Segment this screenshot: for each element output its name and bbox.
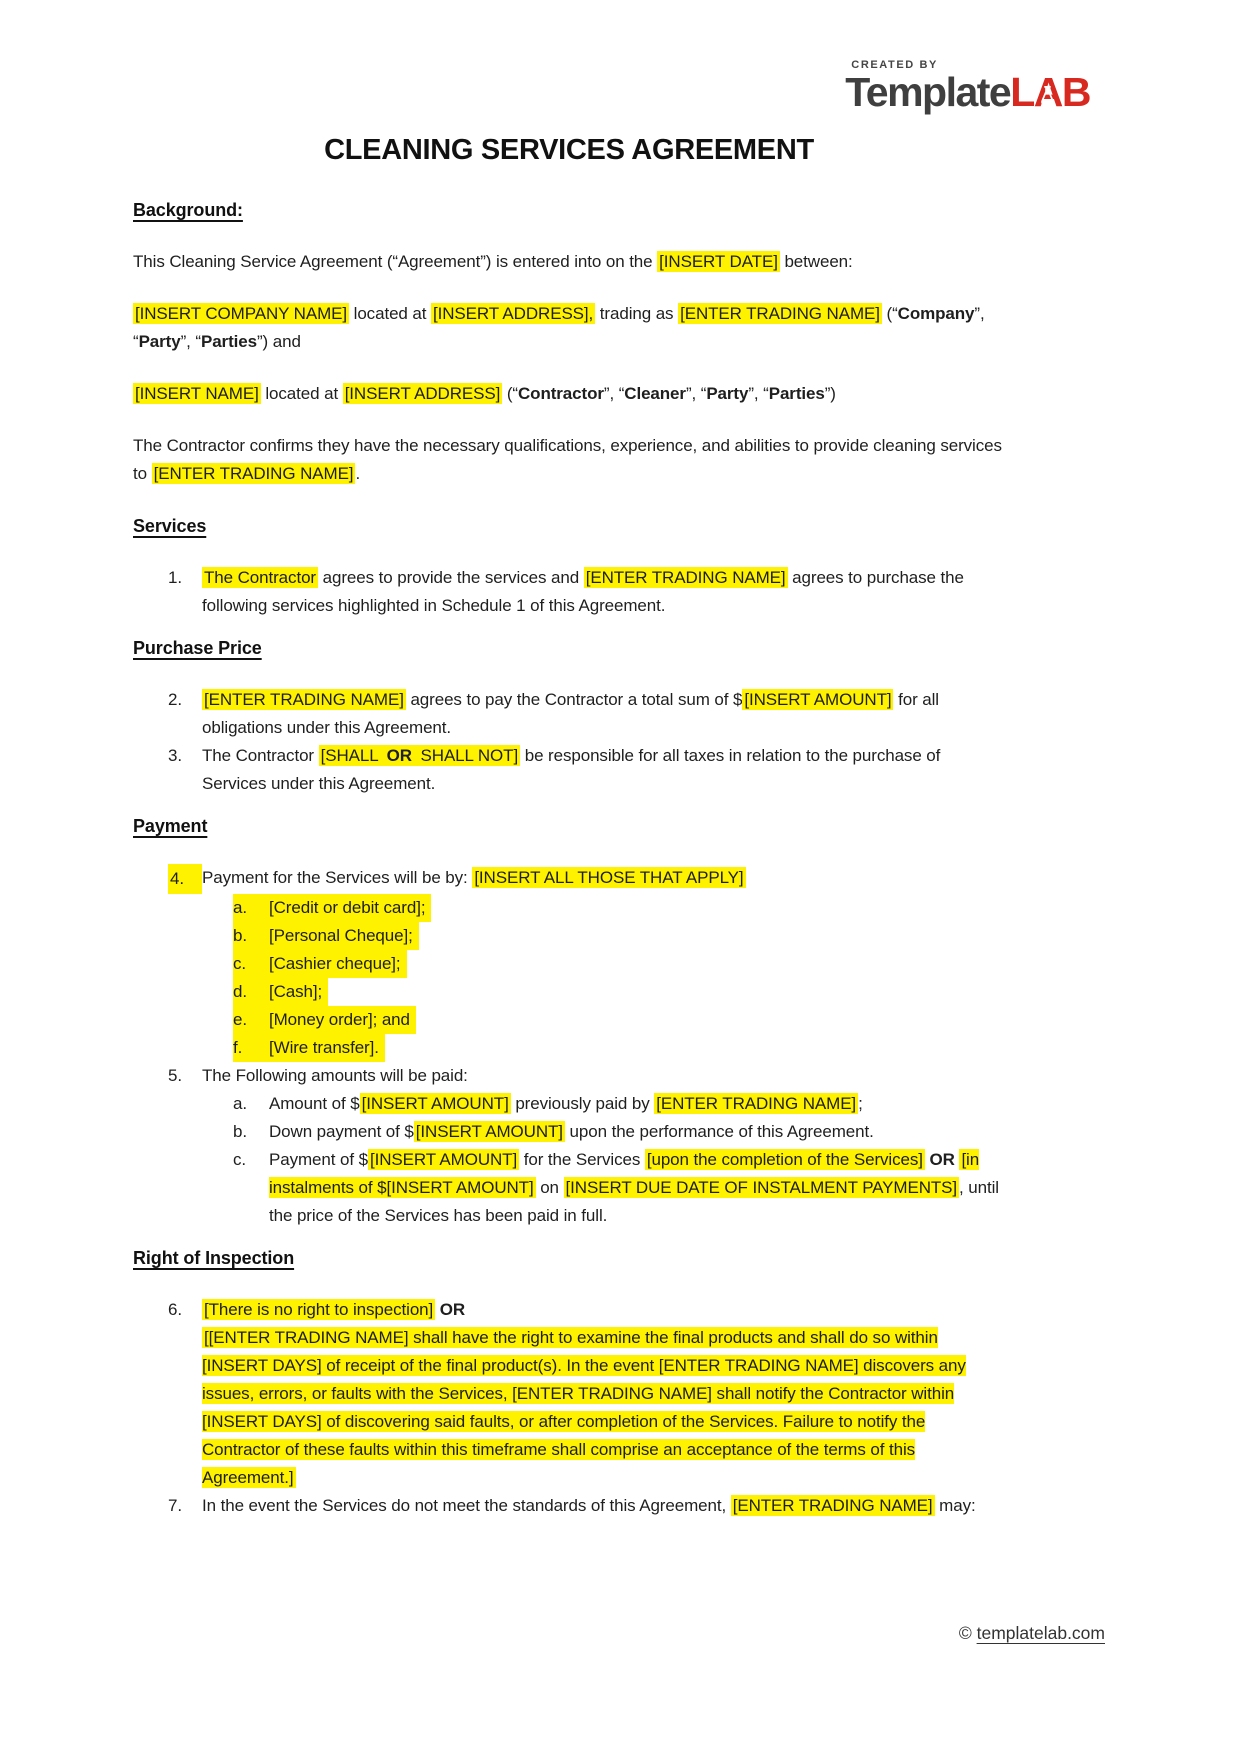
lettered-subitem xyxy=(233,978,1005,1006)
text-run: ”) xyxy=(824,384,836,403)
list-item-text xyxy=(202,1062,1005,1090)
placeholder-highlight: OR xyxy=(386,746,412,765)
lettered-subitem xyxy=(233,922,1005,950)
text-run: for all obligations under this Agreement. xyxy=(202,690,939,737)
list-marker: b. xyxy=(233,922,269,950)
numbered-item xyxy=(168,1296,1005,1492)
lettered-subitem xyxy=(233,950,1005,978)
text-run: [Cashier cheque]; xyxy=(269,954,401,973)
logo-wordmark xyxy=(845,69,1090,115)
placeholder-highlight: [[ENTER TRADING NAME] shall have the right to examine the final products and shall do so within [INSERT DAYS] of receipt of the final product(s). In the event [ENTER TRADING NAME] discovers any issues, errors, or faults with the Services, [ENTER TRADING NAME] shall notify the Contractor within [INSERT DAYS] of discovering said faults, or after completion of the Services. Failure to notify the Contractor of these faults within this timeframe shall comprise an acceptance of the terms of this Agreement.] xyxy=(202,1328,966,1487)
placeholder-highlight: The Contractor xyxy=(204,568,316,587)
text-run: Payment of $ xyxy=(269,1150,368,1169)
placeholder-highlight: [There is no right to inspection] xyxy=(204,1300,434,1319)
list-item-text xyxy=(202,564,1005,620)
text-run: Contractor xyxy=(517,384,604,403)
list-item-text xyxy=(269,978,328,1006)
text-run: ”) and xyxy=(256,332,301,351)
paragraph xyxy=(133,432,1005,488)
list-item-text xyxy=(202,1492,1005,1520)
text-run: Amount of $ xyxy=(269,1094,360,1113)
placeholder-highlight: [ENTER TRADING NAME] xyxy=(680,304,880,323)
text-run: ”, “ xyxy=(685,384,707,403)
list-item-text xyxy=(202,864,1005,894)
text-run: Payment for the Services will be by: xyxy=(202,868,473,887)
lettered-subitem xyxy=(233,1090,1005,1118)
logo-lab-l: L xyxy=(1010,69,1034,115)
text-run: agrees to purchase the following services highlighted in Schedule 1 of this Agreement. xyxy=(202,568,964,615)
text-run: located at xyxy=(349,304,431,323)
text-run: ; xyxy=(858,1094,863,1113)
logo-lab-text xyxy=(1010,69,1090,115)
text-run: [Money order]; and xyxy=(269,1010,410,1029)
placeholder-highlight: [INSERT NAME] xyxy=(135,384,259,403)
text-run: ”, “ xyxy=(748,384,769,403)
text-run: ”, “ xyxy=(180,332,201,351)
text-run: trading as xyxy=(595,304,679,323)
lettered-subitem xyxy=(233,1146,1005,1230)
section-heading: Purchase Price xyxy=(133,638,262,658)
list-item-text xyxy=(202,742,1005,798)
text-run: The Contractor xyxy=(202,746,319,765)
text-run: The Contractor confirms they have the necessary qualifications, experience, and abilities to provide cleaning services to xyxy=(133,436,1002,483)
text-run: agrees to pay the Contractor a total sum of $ xyxy=(405,690,743,709)
text-run: OR xyxy=(439,1300,466,1319)
section-heading: Background: xyxy=(133,200,243,220)
list-marker: c. xyxy=(233,950,269,978)
text-run: Party xyxy=(138,332,181,351)
list-marker: e. xyxy=(233,1006,269,1034)
logo-lab-b: B xyxy=(1061,69,1090,115)
footer xyxy=(959,1623,1105,1644)
section-heading: Payment xyxy=(133,816,208,836)
placeholder-highlight: [ENTER TRADING NAME] xyxy=(585,568,786,587)
list-marker: 5. xyxy=(168,1066,182,1085)
list-marker: 4. xyxy=(168,864,202,894)
list-item-text xyxy=(269,1118,1005,1146)
list-item-text xyxy=(269,1090,1005,1118)
placeholder-highlight: [SHALL xyxy=(320,746,383,765)
text-run: agrees to provide the services and xyxy=(317,568,584,587)
numbered-item xyxy=(168,742,1005,798)
list-item-text xyxy=(269,1146,1005,1230)
section-heading: Services xyxy=(133,516,207,536)
logo-lab-a-glyph: A xyxy=(1033,69,1062,115)
numbered-item xyxy=(168,864,1005,894)
placeholder-highlight: [INSERT ADDRESS] xyxy=(344,384,501,403)
text-run: , until the price of the Services has been paid in full. xyxy=(269,1178,999,1225)
placeholder-highlight: [INSERT AMOUNT] xyxy=(415,1122,563,1141)
logo-lab-a xyxy=(1033,69,1062,115)
text-run: Company xyxy=(897,304,975,323)
placeholder-highlight: [in instalments of $[INSERT AMOUNT] xyxy=(269,1150,980,1197)
list-marker: b. xyxy=(233,1122,247,1141)
paragraph xyxy=(133,300,1005,356)
page-title: CLEANING SERVICES AGREEMENT xyxy=(324,134,814,166)
text-run: (“ xyxy=(502,384,518,403)
placeholder-highlight: [INSERT DATE] xyxy=(659,252,778,271)
list-marker: a. xyxy=(233,1094,247,1113)
list-item-text xyxy=(269,894,431,922)
placeholder-highlight: [INSERT AMOUNT] xyxy=(361,1094,509,1113)
text-run: [Credit or debit card]; xyxy=(269,898,426,917)
text-run: . xyxy=(355,464,361,483)
text-run: (“ xyxy=(881,304,898,323)
text-run: ”, “ xyxy=(133,304,985,351)
numbered-item xyxy=(168,1492,1005,1520)
list-item-text xyxy=(269,1034,385,1062)
list-item-text xyxy=(269,922,419,950)
list-marker: 2. xyxy=(168,690,182,709)
list-marker: 6. xyxy=(168,1300,182,1319)
created-by-label: CREATED BY xyxy=(851,59,938,71)
lettered-subitem xyxy=(233,894,1005,922)
document-body xyxy=(133,196,1005,1520)
list-marker: 1. xyxy=(168,568,182,587)
logo-template-text: Template xyxy=(845,69,1011,115)
lettered-subitem xyxy=(233,1118,1005,1146)
placeholder-highlight: [INSERT ADDRESS], xyxy=(433,304,594,323)
text-run: may: xyxy=(934,1496,976,1515)
text-run: on xyxy=(535,1178,564,1197)
placeholder-highlight: [ENTER TRADING NAME] xyxy=(153,464,354,483)
lettered-subitem xyxy=(233,1034,1005,1062)
list-marker: f. xyxy=(233,1034,269,1062)
text-run: In the event the Services do not meet the standards of this Agreement, xyxy=(202,1496,731,1515)
text-run: This Cleaning Service Agreement (“Agreement”) is entered into on the xyxy=(133,252,658,271)
text-run: Parties xyxy=(768,384,825,403)
placeholder-highlight: [ENTER TRADING NAME] xyxy=(732,1496,933,1515)
placeholder-highlight: [INSERT AMOUNT] xyxy=(744,690,892,709)
numbered-item xyxy=(168,686,1005,742)
text-run: Parties xyxy=(200,332,257,351)
placeholder-highlight: [INSERT AMOUNT] xyxy=(369,1150,518,1169)
placeholder-highlight: [INSERT DUE DATE OF INSTALMENT PAYMENTS] xyxy=(565,1178,958,1197)
text-run: Party xyxy=(706,384,749,403)
section-heading: Right of Inspection xyxy=(133,1248,295,1268)
placeholder-highlight: [ENTER TRADING NAME] xyxy=(656,1094,857,1113)
list-item-text xyxy=(269,950,407,978)
text-run: The Following amounts will be paid: xyxy=(202,1066,468,1085)
list-marker: 7. xyxy=(168,1496,182,1515)
placeholder-highlight: [INSERT COMPANY NAME] xyxy=(135,304,348,323)
text-run: [Wire transfer]. xyxy=(269,1038,379,1057)
text-run: Cleaner xyxy=(624,384,686,403)
templatelab-logo xyxy=(845,60,1090,113)
placeholder-highlight: [INSERT ALL THOSE THAT APPLY] xyxy=(474,868,744,887)
placeholder-highlight: [ENTER TRADING NAME] xyxy=(204,690,404,709)
text-run: for the Services xyxy=(519,1150,645,1169)
text-run: between: xyxy=(779,252,853,271)
placeholder-highlight: [upon the completion of the Services] xyxy=(646,1150,923,1169)
numbered-item xyxy=(168,1062,1005,1090)
text-run: upon the performance of this Agreement. xyxy=(564,1122,874,1141)
list-marker: 3. xyxy=(168,746,182,765)
lettered-subitem xyxy=(233,1006,1005,1034)
flask-icon xyxy=(1040,85,1055,106)
text-run: OR xyxy=(929,1150,955,1169)
list-item-text xyxy=(202,686,1005,742)
text-run: located at xyxy=(260,384,343,403)
text-run: previously paid by xyxy=(510,1094,655,1113)
list-marker: c. xyxy=(233,1150,247,1169)
text-run: Down payment of $ xyxy=(269,1122,414,1141)
paragraph xyxy=(133,380,1005,408)
text-run: [Personal Cheque]; xyxy=(269,926,413,945)
placeholder-highlight: SHALL NOT] xyxy=(415,746,519,765)
list-marker: d. xyxy=(233,978,269,1006)
text-run: ”, “ xyxy=(603,384,625,403)
copyright-symbol: © xyxy=(958,1623,972,1643)
list-item-text xyxy=(202,1296,1005,1492)
numbered-item xyxy=(168,564,1005,620)
paragraph xyxy=(133,248,1005,276)
text-run: [Cash]; xyxy=(269,982,323,1001)
list-marker: a. xyxy=(233,894,269,922)
templatelab-link[interactable]: templatelab.com xyxy=(976,1623,1105,1643)
list-item-text xyxy=(269,1006,416,1034)
text-run: be responsible for all taxes in relation to the purchase of Services under this Agreement. xyxy=(202,746,941,793)
